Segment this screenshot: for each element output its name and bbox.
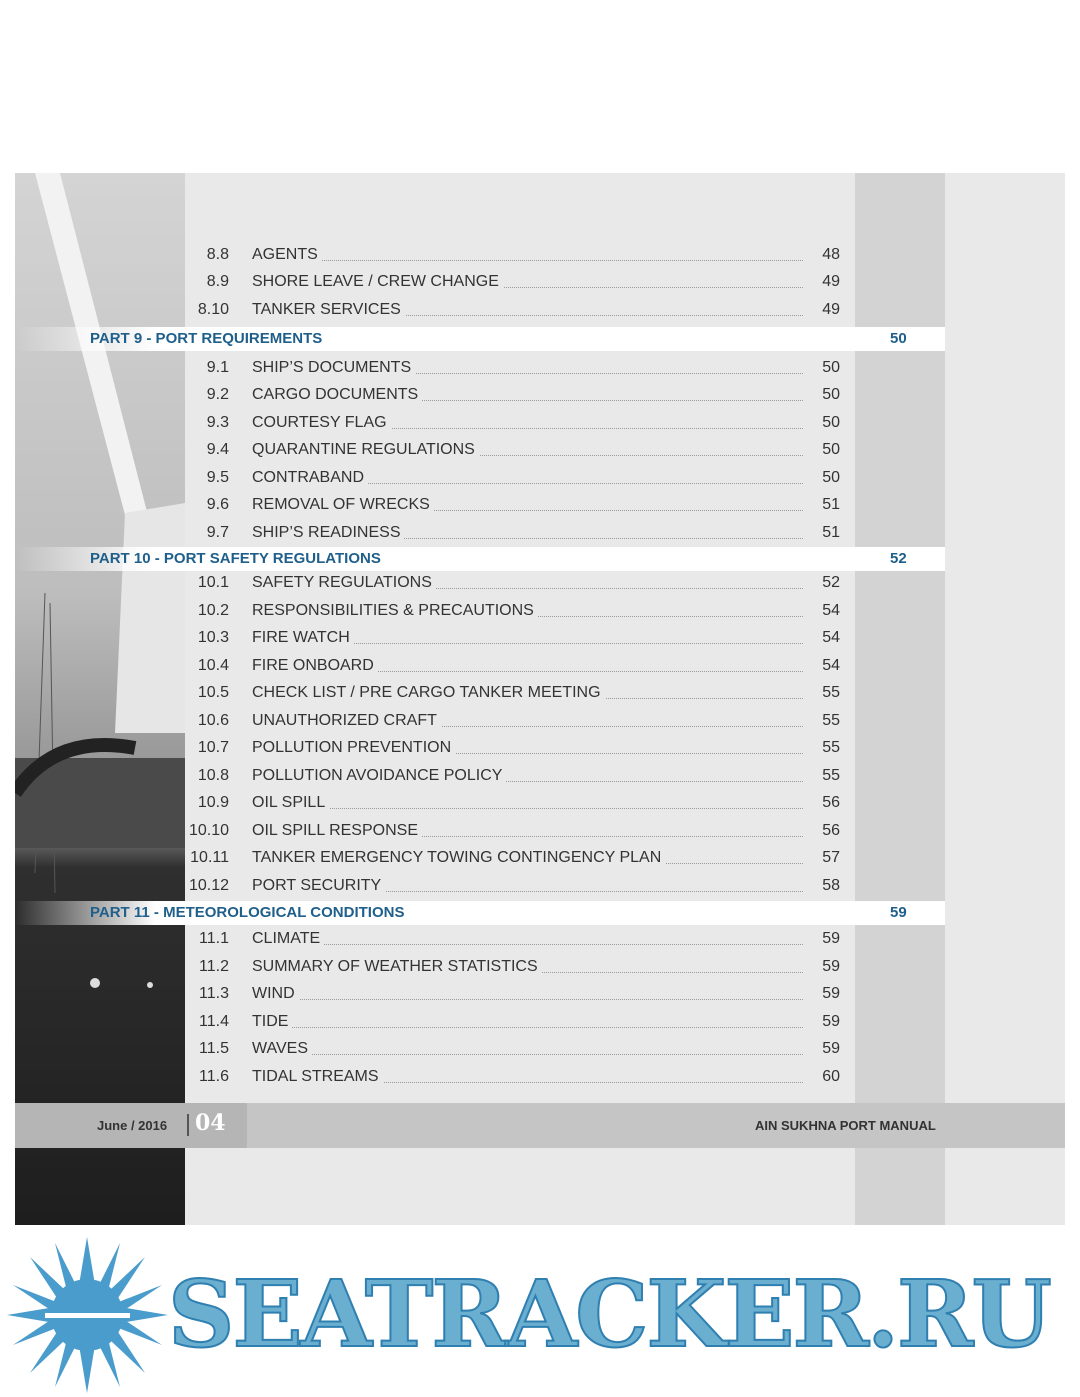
toc-entry[interactable]	[15, 847, 855, 871]
toc-entry-page: 48	[822, 246, 840, 263]
toc-entry-number: 11.3	[199, 985, 229, 1002]
footer-date: June / 2016	[97, 1118, 168, 1133]
toc-entry-number: 11.6	[199, 1068, 229, 1085]
toc-entry-label: FIRE ONBOARD	[252, 657, 378, 675]
toc-entry[interactable]	[15, 572, 855, 596]
toc-entry-number: 9.6	[206, 496, 229, 513]
toc-entry-number: 10.10	[188, 822, 229, 839]
toc-entry-label: COURTESY FLAG	[252, 414, 391, 432]
toc-entry-number: 11.2	[199, 958, 229, 975]
toc-entry-number: 10.3	[197, 629, 229, 646]
toc-entry[interactable]	[15, 682, 855, 706]
toc-entry-label: AGENTS	[252, 246, 322, 264]
toc-entry-label: REMOVAL OF WRECKS	[252, 496, 434, 514]
toc-entry-number: 10.2	[197, 602, 229, 619]
toc-entry-page: 51	[822, 496, 840, 513]
toc-entry-label: TIDE	[252, 1013, 292, 1031]
toc-entry-label: QUARANTINE REGULATIONS	[252, 441, 479, 459]
part-10-header[interactable]	[15, 547, 945, 571]
toc-entry-page: 51	[822, 524, 840, 541]
toc-entry-number: 11.4	[199, 1013, 229, 1030]
toc-entry[interactable]	[15, 494, 855, 518]
toc-entry-label: CONTRABAND	[252, 469, 368, 487]
toc-entry-number: 8.9	[206, 273, 229, 290]
toc-entry-number: 9.2	[206, 386, 229, 403]
leader-dots	[252, 1054, 803, 1055]
toc-entry-number: 11.5	[199, 1040, 229, 1057]
toc-entry-label: WIND	[252, 985, 299, 1003]
toc-entry-label: CHECK LIST / PRE CARGO TANKER MEETING	[252, 684, 605, 702]
toc-entry-page: 50	[822, 414, 840, 431]
toc-entry-page: 56	[822, 794, 840, 811]
toc-entry-page: 49	[822, 273, 840, 290]
page-footer	[15, 1103, 1065, 1148]
toc-entry-number: 10.9	[197, 794, 229, 811]
toc-entry-page: 55	[822, 767, 840, 784]
footer-divider	[187, 1114, 189, 1136]
toc-entry-page: 49	[822, 301, 840, 318]
toc-entry-label: SAFETY REGULATIONS	[252, 574, 436, 592]
toc-entry-number: 9.4	[206, 441, 229, 458]
part-title: PART 9 - PORT REQUIREMENTS	[90, 330, 323, 347]
toc-entry[interactable]	[15, 600, 855, 624]
toc-entry-page: 50	[822, 359, 840, 376]
toc-entry-label: TANKER EMERGENCY TOWING CONTINGENCY PLAN	[252, 849, 665, 867]
toc-entry-label: TIDAL STREAMS	[252, 1068, 383, 1086]
toc-entry[interactable]	[15, 928, 855, 952]
toc-entry-label: SHIP’S DOCUMENTS	[252, 359, 415, 377]
sun-icon	[5, 1235, 170, 1395]
toc-entry-page: 54	[822, 602, 840, 619]
toc-entry[interactable]	[15, 710, 855, 734]
part-11-header[interactable]	[15, 901, 945, 925]
toc-entry-number: 10.7	[197, 739, 229, 756]
toc-entry-label: CLIMATE	[252, 930, 324, 948]
part-title: PART 11 - METEOROLOGICAL CONDITIONS	[90, 904, 405, 921]
toc-entry[interactable]	[15, 439, 855, 463]
toc-entry-number: 8.10	[197, 301, 229, 318]
toc-entry[interactable]	[15, 271, 855, 295]
footer-page-number: 04	[195, 1110, 226, 1136]
toc-entry[interactable]	[15, 384, 855, 408]
toc-entry-page: 55	[822, 684, 840, 701]
toc-entry-label: WAVES	[252, 1040, 312, 1058]
toc-entry-label: CARGO DOCUMENTS	[252, 386, 422, 404]
toc-entry[interactable]	[15, 956, 855, 980]
toc-entry-label: SHIP’S READINESS	[252, 524, 404, 542]
part-page: 52	[890, 550, 907, 567]
toc-entry[interactable]	[15, 655, 855, 679]
toc-entry-page: 59	[822, 1040, 840, 1057]
toc-entry[interactable]	[15, 737, 855, 761]
toc-entry-label: SUMMARY OF WEATHER STATISTICS	[252, 958, 542, 976]
toc-entry-number: 9.5	[206, 469, 229, 486]
toc-entry-label: OIL SPILL	[252, 794, 329, 812]
toc-entry-page: 52	[822, 574, 840, 591]
part-9-header[interactable]	[15, 327, 945, 351]
toc-entry-page: 59	[822, 930, 840, 947]
watermark	[0, 1230, 1080, 1397]
toc-entry-number: 9.3	[206, 414, 229, 431]
toc-entry-page: 58	[822, 877, 840, 894]
toc-entry-page: 50	[822, 441, 840, 458]
toc-entry-number: 9.1	[206, 359, 229, 376]
toc-entry-label: POLLUTION AVOIDANCE POLICY	[252, 767, 506, 785]
toc-entry-page: 54	[822, 629, 840, 646]
toc-entry[interactable]	[15, 522, 855, 546]
toc-entry-page: 55	[822, 712, 840, 729]
toc-entry-page: 55	[822, 739, 840, 756]
toc-entry-label: OIL SPILL RESPONSE	[252, 822, 422, 840]
toc-entry-label: POLLUTION PREVENTION	[252, 739, 455, 757]
toc-entry-page: 59	[822, 1013, 840, 1030]
toc-entry[interactable]	[15, 875, 855, 899]
toc-entry[interactable]	[15, 1066, 855, 1090]
toc-entry-number: 8.8	[206, 246, 229, 263]
toc-entry[interactable]	[15, 983, 855, 1007]
toc-entry-label: UNAUTHORIZED CRAFT	[252, 712, 441, 730]
toc-entry[interactable]	[15, 765, 855, 789]
footer-manual-title: AIN SUKHNA PORT MANUAL	[755, 1118, 936, 1133]
toc-entry-number: 10.8	[197, 767, 229, 784]
leader-dots	[252, 808, 803, 809]
toc-entry-number: 9.7	[206, 524, 229, 541]
part-page: 59	[890, 904, 907, 921]
part-page: 50	[890, 330, 907, 347]
toc-entry-label: SHORE LEAVE / CREW CHANGE	[252, 273, 503, 291]
toc-entry[interactable]	[15, 357, 855, 381]
toc-entry-page: 54	[822, 657, 840, 674]
toc-entry-page: 56	[822, 822, 840, 839]
toc-entry[interactable]	[15, 1011, 855, 1035]
toc-entry[interactable]	[15, 820, 855, 844]
toc-entry-number: 11.1	[199, 930, 229, 947]
manual-page	[15, 173, 1065, 1225]
toc-entry-number: 10.12	[188, 877, 229, 894]
part-title: PART 10 - PORT SAFETY REGULATIONS	[90, 550, 381, 567]
toc-entry-number: 10.4	[197, 657, 229, 674]
toc-entry-label: PORT SECURITY	[252, 877, 385, 895]
toc-entry[interactable]	[15, 1038, 855, 1062]
toc-entry-page: 50	[822, 386, 840, 403]
leader-dots	[252, 999, 803, 1000]
leader-dots	[252, 1027, 803, 1028]
watermark-text: SEATRACKER.RU	[168, 1260, 1050, 1368]
toc-entry-label: FIRE WATCH	[252, 629, 354, 647]
toc-entry-number: 10.6	[197, 712, 229, 729]
toc-entry-page: 50	[822, 469, 840, 486]
toc-entry-page: 59	[822, 958, 840, 975]
toc-entry-page: 57	[822, 849, 840, 866]
toc-entry-number: 10.5	[197, 684, 229, 701]
toc-entry[interactable]	[15, 627, 855, 651]
toc-entry[interactable]	[15, 467, 855, 491]
toc-entry-number: 10.1	[197, 574, 229, 591]
toc-entry-page: 59	[822, 985, 840, 1002]
leader-dots	[252, 260, 803, 261]
toc-entry-label: TANKER SERVICES	[252, 301, 405, 319]
toc-entry[interactable]	[15, 244, 855, 268]
toc-entry-label: RESPONSIBILITIES & PRECAUTIONS	[252, 602, 538, 620]
toc-entry-number: 10.11	[190, 849, 229, 866]
toc-entry[interactable]	[15, 299, 855, 323]
leader-dots	[252, 944, 803, 945]
toc-entry-page: 60	[822, 1068, 840, 1085]
toc-entry[interactable]	[15, 412, 855, 436]
toc-entry[interactable]	[15, 792, 855, 816]
